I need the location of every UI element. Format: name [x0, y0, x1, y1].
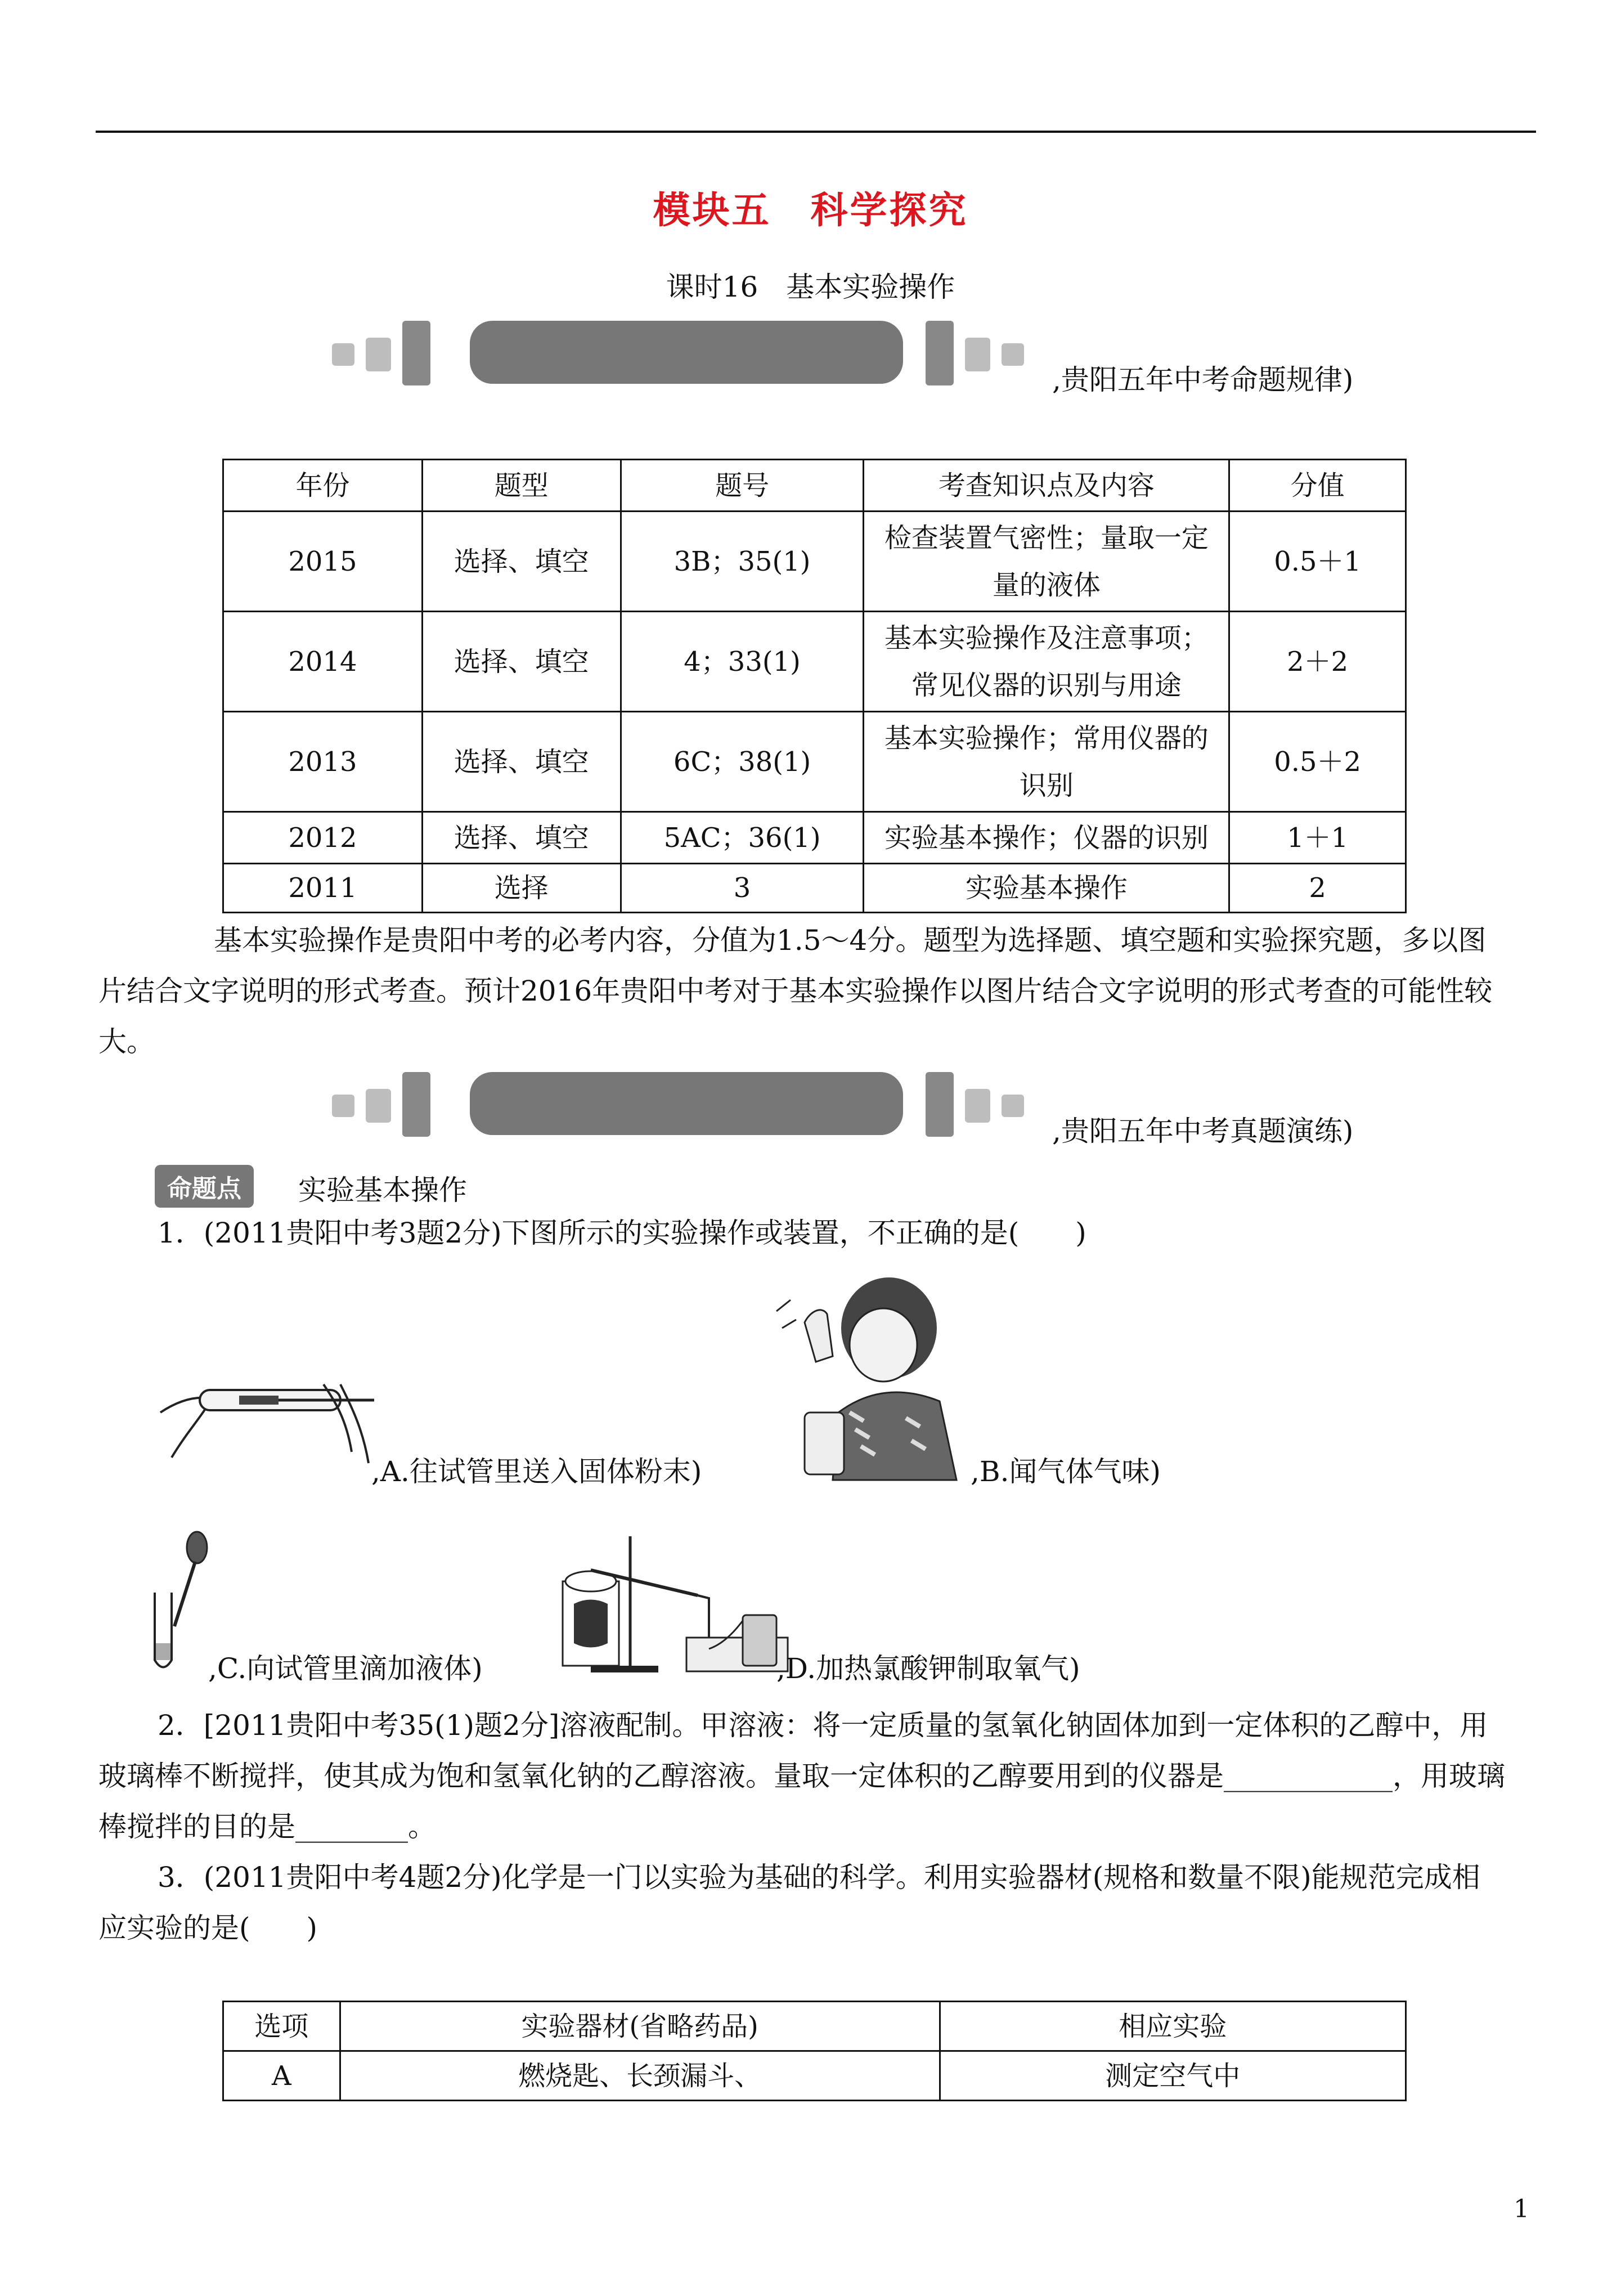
q2-line-2: 玻璃棒不断搅拌，使其成为饱和氢氧化钠的乙醇溶液。量取一定体积的乙醇要用到的仪器是____________，用玻璃 [98, 1760, 1505, 1792]
q2-line-3: 棒搅拌的目的是________。 [98, 1810, 436, 1843]
score-cell: 0.5＋2 [1229, 712, 1406, 812]
table-row [223, 2051, 1406, 2101]
top-rule [96, 131, 1536, 133]
header-cell: 分值 [1229, 460, 1406, 512]
table-row [223, 712, 1406, 812]
score-cell: 0.5＋1 [1229, 512, 1406, 612]
type-cell: 选择 [422, 864, 621, 913]
content-line: 基本实验操作及注意事项； [884, 622, 1209, 654]
type-cell: 选择、填空 [422, 712, 621, 812]
table-header-row [223, 2002, 1406, 2051]
num-cell: 3 [621, 864, 864, 913]
table-row [223, 512, 1406, 612]
section-banner-1 [326, 321, 1047, 388]
year-cell: 2014 [223, 612, 423, 712]
table-row [223, 864, 1406, 913]
section-banner-2 [326, 1072, 1047, 1140]
num-cell: 5AC；36(1) [621, 812, 864, 864]
page-number: 1 [1514, 2195, 1529, 2223]
header-cell: 选项 [223, 2002, 340, 2051]
content-cell: 实验基本操作 [864, 864, 1229, 913]
lesson-title: 课时16 基本实验操作 [666, 271, 955, 303]
header-cell: 题号 [621, 460, 864, 512]
content-line: 识别 [1019, 769, 1074, 801]
score-cell: 2＋2 [1229, 612, 1406, 712]
header-cell: 相应实验 [940, 2002, 1406, 2051]
num-cell: 6C；38(1) [621, 712, 864, 812]
option-cell: A [223, 2051, 340, 2101]
year-cell: 2013 [223, 712, 423, 812]
content-cell: 实验基本操作；仪器的识别 [864, 812, 1229, 864]
content-cell [864, 612, 1229, 712]
option-d-caption: ,D.加热氯酸钾制取氧气) [776, 1652, 1080, 1685]
exam-pattern-table [222, 459, 1407, 913]
q1-stem: 1．(2011贵阳中考3题2分)下图所示的实验操作或装置，不正确的是( ) [158, 1217, 1086, 1249]
equipment-cell: 燃烧匙、长颈漏斗、 [340, 2051, 940, 2101]
header-cell: 考查知识点及内容 [864, 460, 1229, 512]
analysis-line-2: 片结合文字说明的形式考查。预计2016年贵阳中考对于基本实验操作以图片结合文字说明的形式考查的可能性较 [98, 975, 1493, 1007]
type-cell: 选择、填空 [422, 612, 621, 712]
equipment-table [222, 2001, 1407, 2101]
option-b-caption: ,B.闻气体气味) [971, 1455, 1161, 1488]
figure-a-powder-tube [155, 1367, 391, 1474]
table-row [223, 612, 1406, 712]
content-line: 检查装置气密性；量取一定 [884, 522, 1209, 554]
q2-line-1: 2．[2011贵阳中考35(1)题2分]溶液配制。甲溶液：将一定质量的氢氧化钠固体加到一定体积的乙醇中，用 [158, 1709, 1488, 1742]
type-cell: 选择、填空 [422, 512, 621, 612]
figure-b-smell-gas [771, 1272, 973, 1486]
section-banner-2-caption: ,贵阳五年中考真题演练) [1052, 1115, 1354, 1147]
analysis-line-1: 基本实验操作是贵阳中考的必考内容，分值为1.5～4分。题型为选择题、填空题和实验探究题，多以图 [214, 924, 1487, 957]
header-cell: 实验器材(省略药品) [340, 2002, 940, 2051]
module-title: 模块五 科学探究 [653, 188, 968, 232]
option-a-caption: ,A.往试管里送入固体粉末) [371, 1455, 702, 1488]
q3-line-2: 应实验的是( ) [98, 1912, 318, 1944]
content-line: 常见仪器的识别与用途 [911, 669, 1182, 701]
table-row [223, 812, 1406, 864]
figure-d-oxygen-apparatus [557, 1531, 793, 1677]
figure-c-dropper-tube [143, 1531, 217, 1677]
content-cell [864, 712, 1229, 812]
num-cell: 3B；35(1) [621, 512, 864, 612]
analysis-line-3: 大。 [98, 1025, 155, 1058]
num-cell: 4；33(1) [621, 612, 864, 712]
table-header-row [223, 460, 1406, 512]
score-cell: 1＋1 [1229, 812, 1406, 864]
header-cell: 年份 [223, 460, 423, 512]
content-line: 基本实验操作；常用仪器的 [884, 722, 1209, 754]
score-cell: 2 [1229, 864, 1406, 913]
content-cell [864, 512, 1229, 612]
q3-line-1: 3．(2011贵阳中考4题2分)化学是一门以实验为基础的科学。利用实验器材(规格和数量不限)能规范完成相 [158, 1861, 1480, 1894]
year-cell: 2015 [223, 512, 423, 612]
year-cell: 2012 [223, 812, 423, 864]
topic-tag: 命题点 [155, 1165, 254, 1208]
content-line: 量的液体 [992, 569, 1101, 601]
option-c-caption: ,C.向试管里滴加液体) [208, 1652, 483, 1685]
type-cell: 选择、填空 [422, 812, 621, 864]
topic-label: 实验基本操作 [298, 1174, 467, 1207]
year-cell: 2011 [223, 864, 423, 913]
section-banner-1-caption: ,贵阳五年中考命题规律) [1052, 364, 1354, 396]
experiment-cell: 测定空气中 [940, 2051, 1406, 2101]
header-cell: 题型 [422, 460, 621, 512]
